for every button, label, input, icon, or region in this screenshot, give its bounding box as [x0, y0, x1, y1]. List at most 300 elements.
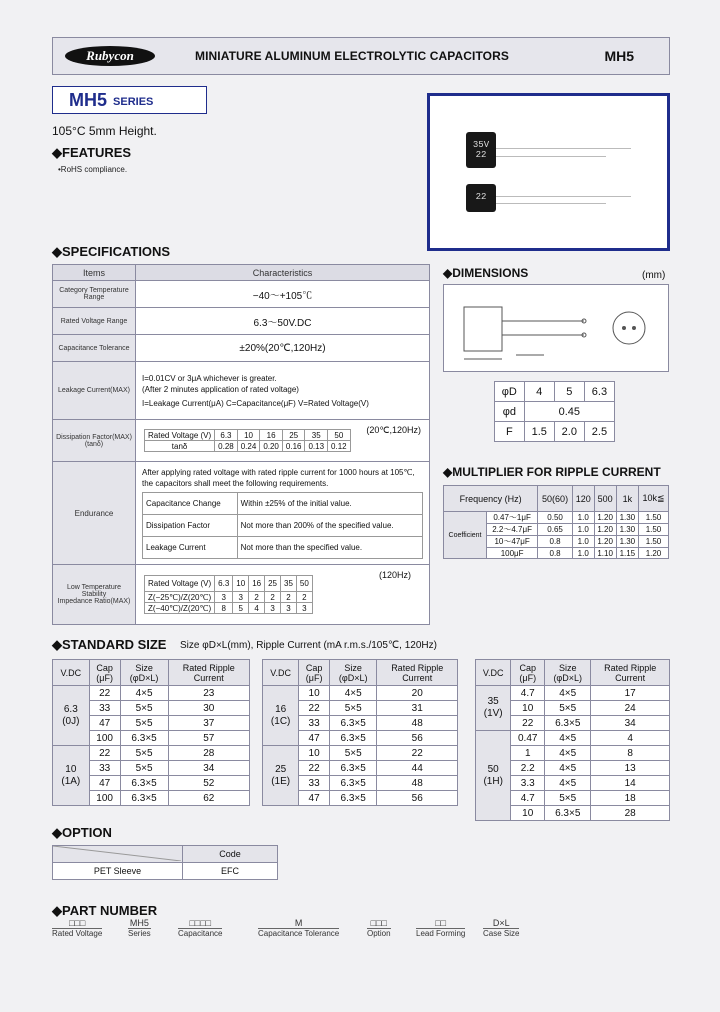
std-head-ripple-line: Rated Ripple: [182, 662, 235, 673]
standard-table-2: [262, 659, 458, 806]
size-cell: 6.3×5: [329, 791, 376, 806]
df-value: 0.13: [305, 441, 328, 452]
df-note: (20℃,120Hz): [366, 425, 421, 435]
cap-cell: 100: [89, 731, 120, 746]
mult-value: 1.30: [616, 536, 638, 548]
lt-value: 8: [215, 603, 233, 614]
ripple-cell: 62: [168, 791, 249, 806]
multiplier-table: [443, 485, 669, 559]
cap-cell: 22: [511, 716, 545, 731]
std-head-vdc-line: V.DC: [60, 667, 82, 678]
mult-value: 1.0: [572, 548, 594, 559]
dim-value: 4: [524, 382, 554, 402]
part-number-row: [52, 918, 592, 948]
ripple-cell: 4: [591, 731, 670, 746]
size-cell: 6.3×5: [120, 776, 168, 791]
coef-label: Coefficient: [444, 512, 487, 559]
standard-size-heading: ◆STANDARD SIZE: [52, 637, 167, 652]
ripple-cell: 52: [168, 776, 249, 791]
df-voltage: 35: [305, 430, 328, 441]
series-name: MH5: [69, 89, 108, 110]
lt-value: 3: [281, 603, 297, 614]
series-box: [52, 86, 207, 114]
ripple-cell: 18: [591, 791, 670, 806]
ripple-cell: 17: [591, 686, 670, 701]
std-head-cap-line: (μF): [519, 672, 537, 683]
df-voltage: 25: [282, 430, 305, 441]
cap-cell: 2.2: [511, 761, 545, 776]
std-head-cap-line: Cap: [519, 662, 536, 673]
lt-value: 5: [233, 603, 249, 614]
cap-cell: 4.7: [511, 686, 545, 701]
voltage-value: 6.3: [63, 703, 78, 715]
df-voltage: 6.3: [215, 430, 238, 441]
lead-wire: [496, 203, 606, 204]
std-head-ripple-line: Rated Ripple: [604, 662, 657, 673]
size-cell: 4×5: [545, 746, 591, 761]
lt-value: 2: [249, 592, 265, 603]
voltage-cell: [53, 686, 90, 746]
mult-value: 0.50: [538, 512, 573, 524]
size-cell: 4×5: [545, 761, 591, 776]
spec-value: ±20%(20℃,120Hz): [136, 335, 430, 362]
lt-value: 3: [233, 592, 249, 603]
size-cell: 4×5: [120, 686, 168, 701]
part-item: [416, 918, 465, 938]
lt-value: 2: [265, 592, 281, 603]
cap-cell: 22: [89, 686, 120, 701]
ripple-cell: 14: [591, 776, 670, 791]
voltage-code: (1H): [483, 775, 503, 787]
voltage-value: 16: [275, 703, 287, 715]
freq-value: 120: [572, 486, 594, 512]
dim-value: 1.5: [524, 422, 554, 442]
feature-item: •RoHS compliance.: [58, 165, 128, 174]
tagline: 105°C 5mm Height.: [52, 124, 157, 138]
option-name: PET Sleeve: [53, 863, 183, 880]
std-head-cap: [511, 660, 545, 686]
freq-value: 500: [594, 486, 616, 512]
df-value: 0.16: [282, 441, 305, 452]
mult-value: 1.20: [594, 536, 616, 548]
cap-cell: 3.3: [511, 776, 545, 791]
lead-wire: [496, 148, 631, 149]
product-photo: [427, 93, 670, 251]
cap-cell: 47: [299, 791, 330, 806]
spec-item: Category Temperature Range: [53, 281, 136, 308]
df-v-label: Rated Voltage (V): [145, 430, 215, 441]
voltage-code: (1E): [271, 775, 291, 787]
multiplier-heading: ◆MULTIPLIER FOR RIPPLE CURRENT: [443, 465, 661, 479]
size-cell: 5×5: [329, 701, 376, 716]
endurance-key: Leakage Current: [143, 537, 238, 559]
voltage-value: 10: [65, 763, 77, 775]
lt-row-label: Z(−25℃)/Z(20℃): [145, 592, 215, 603]
df-voltage: 10: [237, 430, 260, 441]
ripple-cell: 30: [168, 701, 249, 716]
endurance-value: Within ±25% of the initial value.: [237, 493, 422, 515]
std-head-size-line: (φD×L): [553, 672, 583, 683]
dimension-drawing: [443, 284, 669, 372]
leakage-line: I=Leakage Current(μA) C=Capacitance(μF) V=Rated Voltage(V): [142, 398, 369, 408]
option-heading: ◆OPTION: [52, 825, 112, 840]
voltage-cell: [263, 686, 299, 746]
part-label: Case Size: [483, 929, 520, 938]
ripple-cell: 28: [168, 746, 249, 761]
part-label: Capacitance Tolerance: [258, 929, 340, 938]
size-cell: 4×5: [545, 776, 591, 791]
spec-item: Rated Voltage Range: [53, 308, 136, 335]
mult-value: 1.30: [616, 512, 638, 524]
lt-value: 2: [296, 592, 312, 603]
mult-value: 1.50: [638, 524, 668, 536]
spec-item: Endurance: [53, 462, 136, 565]
part-code: □□□□: [178, 918, 222, 929]
dim-value: 2.0: [554, 422, 584, 442]
lowtemp-label2: Impedance Ratio(MAX): [57, 598, 131, 605]
ripple-cell: 56: [377, 731, 458, 746]
ripple-cell: 34: [168, 761, 249, 776]
col-characteristics: Characteristics: [136, 265, 430, 281]
cap-cell: 47: [299, 731, 330, 746]
part-item: [483, 918, 519, 938]
endurance-table: [142, 492, 423, 559]
std-head-ripple: [591, 660, 670, 686]
ripple-cell: 48: [377, 776, 458, 791]
freq-label: Frequency (Hz): [444, 486, 538, 512]
mult-value: 1.20: [638, 548, 668, 559]
table-row: [476, 731, 670, 746]
std-head-ripple-line: Current: [615, 672, 646, 683]
size-cell: 4×5: [545, 686, 591, 701]
capacitor-image: [466, 184, 496, 212]
std-head-size-line: (φD×L): [338, 672, 368, 683]
size-cell: 5×5: [545, 701, 591, 716]
spec-item: [53, 420, 136, 462]
lt-value: 3: [265, 603, 281, 614]
mult-value: 0.8: [538, 536, 573, 548]
cap-marking: 35V 22: [472, 140, 490, 160]
lowtemp-table: [144, 575, 313, 614]
mult-cap: 2.2～4.7μF: [487, 524, 538, 536]
voltage-code: (1V): [483, 708, 503, 719]
spec-item: Capacitance Tolerance: [53, 335, 136, 362]
std-head-vdc: [476, 660, 511, 686]
voltage-value: 50: [487, 763, 499, 775]
ripple-cell: 28: [591, 806, 670, 821]
cap-cell: 33: [89, 701, 120, 716]
leakage-line: I=0.01CV or 3μA whichever is greater.: [142, 373, 277, 383]
part-code: □□□: [367, 918, 391, 929]
part-label: Series: [128, 929, 151, 938]
ripple-cell: 20: [377, 686, 458, 701]
size-cell: 5×5: [120, 701, 168, 716]
brand-logo: Rubycon: [65, 46, 155, 66]
cap-cell: 10: [299, 746, 330, 761]
dimension-table: [494, 381, 615, 442]
part-item: [367, 918, 391, 938]
lt-value: 3: [296, 603, 312, 614]
lt-value: 2: [281, 592, 297, 603]
mult-value: 1.10: [594, 548, 616, 559]
size-cell: 5×5: [329, 746, 376, 761]
mult-value: 1.30: [616, 524, 638, 536]
std-head-vdc: [263, 660, 299, 686]
ripple-cell: 22: [377, 746, 458, 761]
endurance-text: After applying rated voltage with rated ripple current for 1000 hours at 105℃,: [142, 468, 415, 477]
std-head-size-line: (φD×L): [129, 672, 159, 683]
freq-value: 50(60): [538, 486, 573, 512]
ripple-cell: 23: [168, 686, 249, 701]
mult-value: 1.20: [594, 524, 616, 536]
voltage-value: 35: [487, 696, 499, 707]
standard-table-1: [52, 659, 250, 806]
cap-cell: 33: [299, 716, 330, 731]
freq-value: 10k≦: [638, 486, 668, 512]
dim-value: 5: [554, 382, 584, 402]
cap-cell: 22: [299, 701, 330, 716]
cap-cell: 47: [89, 776, 120, 791]
dimension-diagram: [444, 285, 668, 371]
std-head-vdc-line: V.DC: [270, 667, 291, 678]
lt-voltage: 16: [249, 576, 265, 592]
specifications-heading: ◆SPECIFICATIONS: [52, 244, 171, 259]
part-item: [52, 918, 102, 938]
lowtemp-label: Low Temperature Stability: [67, 584, 121, 598]
endurance-value: Not more than 200% of the specified value.: [237, 515, 422, 537]
part-label: Rated Voltage: [52, 929, 103, 938]
std-head-size-line: Size: [344, 662, 362, 673]
std-head-cap-line: Cap: [305, 662, 323, 673]
voltage-code: (1A): [61, 775, 81, 787]
mult-cap: 0.47～1μF: [487, 512, 538, 524]
std-head-size: [545, 660, 591, 686]
std-head-size: [329, 660, 376, 686]
size-cell: 6.3×5: [545, 716, 591, 731]
part-label: Lead Forming: [416, 929, 466, 938]
cap-cell: 10: [511, 806, 545, 821]
std-head-ripple: [377, 660, 458, 686]
lt-value: 4: [249, 603, 265, 614]
dimensions-heading: ◆DIMENSIONS: [443, 266, 529, 280]
voltage-code: (1C): [270, 715, 291, 727]
table-row: [263, 746, 458, 761]
part-code: D×L: [483, 918, 519, 929]
std-head-cap-line: Cap: [96, 662, 113, 673]
part-item: [128, 918, 151, 938]
dim-value: 0.45: [524, 402, 614, 422]
size-cell: 4×5: [329, 686, 376, 701]
mult-value: 1.0: [572, 524, 594, 536]
voltage-cell: [476, 686, 511, 731]
mult-value: 1.15: [616, 548, 638, 559]
ripple-cell: 31: [377, 701, 458, 716]
df-value: 0.24: [237, 441, 260, 452]
lt-v-label: Rated Voltage (V): [145, 576, 215, 592]
mult-value: 0.8: [538, 548, 573, 559]
table-row: [476, 686, 670, 701]
mult-value: 1.50: [638, 536, 668, 548]
table-row: [53, 746, 250, 761]
size-cell: 6.3×5: [329, 776, 376, 791]
size-cell: 4×5: [545, 731, 591, 746]
lt-voltage: 25: [265, 576, 281, 592]
spec-value: 6.3～50V.DC: [136, 308, 430, 335]
std-head-vdc-line: V.DC: [482, 667, 504, 678]
part-item: [178, 918, 222, 938]
lt-voltage: 50: [296, 576, 312, 592]
part-label: Option: [367, 929, 391, 938]
ripple-cell: 13: [591, 761, 670, 776]
ripple-cell: 56: [377, 791, 458, 806]
cap-cell: 10: [299, 686, 330, 701]
cap-cell: 100: [89, 791, 120, 806]
lt-voltage: 35: [281, 576, 297, 592]
lt-note: (120Hz): [378, 570, 411, 580]
df-voltage: 16: [260, 430, 283, 441]
part-label: Capacitance: [178, 929, 223, 938]
std-head-size-line: Size: [558, 662, 577, 673]
std-head-cap-line: (μF): [305, 672, 323, 683]
cap-marking: 22: [475, 192, 487, 202]
size-cell: 5×5: [120, 746, 168, 761]
std-head-size: [120, 660, 168, 686]
spec-item: [53, 565, 136, 625]
diagonal-divider: [53, 846, 181, 861]
ripple-cell: 24: [591, 701, 670, 716]
df-table: [144, 429, 351, 452]
voltage-cell: [53, 746, 90, 806]
cap-cell: 4.7: [511, 791, 545, 806]
cap-cell: 33: [299, 776, 330, 791]
features-heading: ◆FEATURES: [52, 145, 132, 160]
mult-value: 0.65: [538, 524, 573, 536]
df-value: 0.28: [215, 441, 238, 452]
specifications-table: [52, 264, 430, 625]
part-code: MH5: [129, 918, 149, 928]
lt-row-label: Z(−40℃)/Z(20℃): [145, 603, 215, 614]
df-tan-label: tanδ: [145, 441, 215, 452]
lead-wire: [496, 196, 631, 197]
std-head-cap: [89, 660, 120, 686]
size-cell: 6.3×5: [329, 761, 376, 776]
std-head-cap: [299, 660, 330, 686]
lead-wire: [496, 156, 606, 157]
option-code: EFC: [183, 863, 278, 880]
freq-value: 1k: [616, 486, 638, 512]
table-row: [53, 686, 250, 701]
header-bar: [52, 37, 670, 75]
ripple-cell: 37: [168, 716, 249, 731]
voltage-code: (0J): [62, 715, 80, 727]
size-cell: 6.3×5: [120, 731, 168, 746]
part-code: □□: [416, 918, 465, 929]
spec-item: Leakage Current(MAX): [53, 362, 136, 420]
part-item: [258, 918, 339, 938]
mult-cap: 10～47μF: [487, 536, 538, 548]
std-head-ripple-line: Current: [402, 672, 433, 683]
table-row: [263, 686, 458, 701]
cap-cell: 1: [511, 746, 545, 761]
std-head-cap-line: (μF): [96, 672, 113, 683]
voltage-value: 25: [275, 763, 287, 775]
standard-table-3: [475, 659, 670, 821]
option-code-label: Code: [183, 846, 278, 863]
cap-cell: 47: [89, 716, 120, 731]
voltage-cell: [263, 746, 299, 806]
ripple-cell: 57: [168, 731, 249, 746]
size-cell: 6.3×5: [545, 806, 591, 821]
endurance-key: Dissipation Factor: [143, 515, 238, 537]
dim-label: φD: [495, 382, 525, 402]
capacitor-image: [466, 132, 496, 168]
spec-value: −40～+105℃: [136, 281, 430, 308]
series-code: MH5: [604, 48, 634, 64]
part-code: □□□: [52, 918, 102, 929]
cap-cell: 22: [89, 746, 120, 761]
size-cell: 6.3×5: [120, 791, 168, 806]
mult-value: 1.20: [594, 512, 616, 524]
ripple-cell: 34: [591, 716, 670, 731]
size-cell: 5×5: [120, 716, 168, 731]
mult-value: 1.0: [572, 512, 594, 524]
mult-cap: 100μF: [487, 548, 538, 559]
leakage-line: (After 2 minutes application of rated voltage): [142, 384, 299, 394]
df-label2: (tanδ): [84, 440, 104, 448]
voltage-cell: [476, 731, 511, 821]
df-voltage: 50: [328, 430, 351, 441]
mult-value: 1.0: [572, 536, 594, 548]
dimensions-unit: (mm): [642, 270, 666, 281]
size-cell: 6.3×5: [329, 731, 376, 746]
size-cell: 5×5: [545, 791, 591, 806]
mult-value: 1.50: [638, 512, 668, 524]
cap-cell: 10: [511, 701, 545, 716]
part-code: M: [258, 918, 339, 929]
cap-cell: 0.47: [511, 731, 545, 746]
cap-cell: 22: [299, 761, 330, 776]
dim-value: 6.3: [584, 382, 614, 402]
lt-voltage: 10: [233, 576, 249, 592]
std-head-ripple-line: Rated Ripple: [391, 662, 444, 673]
cap-cell: 33: [89, 761, 120, 776]
series-label: SERIES: [113, 96, 154, 108]
page-title: MINIATURE ALUMINUM ELECTROLYTIC CAPACITORS: [195, 49, 509, 63]
col-items: Items: [53, 265, 136, 281]
endurance-value: Not more than the specified value.: [237, 537, 422, 559]
dim-label: F: [495, 422, 525, 442]
df-value: 0.12: [328, 441, 351, 452]
lt-value: 3: [215, 592, 233, 603]
size-cell: 6.3×5: [329, 716, 376, 731]
df-value: 0.20: [260, 441, 283, 452]
std-head-vdc: [53, 660, 90, 686]
std-head-size-line: Size: [135, 662, 153, 673]
endurance-key: Capacitance Change: [143, 493, 238, 515]
dim-label: φd: [495, 402, 525, 422]
std-head-ripple-line: Current: [193, 672, 224, 683]
option-corner: [53, 846, 183, 863]
size-cell: 5×5: [120, 761, 168, 776]
df-label: Dissipation Factor(MAX): [56, 433, 132, 441]
option-table: [52, 845, 278, 880]
dim-value: 2.5: [584, 422, 614, 442]
endurance-text: the capacitors shall meet the following requirements.: [142, 479, 329, 488]
lt-voltage: 6.3: [215, 576, 233, 592]
part-number-heading: ◆PART NUMBER: [52, 903, 158, 918]
standard-size-note: Size φD×L(mm), Ripple Current (mA r.m.s./105℃, 120Hz): [180, 640, 437, 651]
ripple-cell: 48: [377, 716, 458, 731]
